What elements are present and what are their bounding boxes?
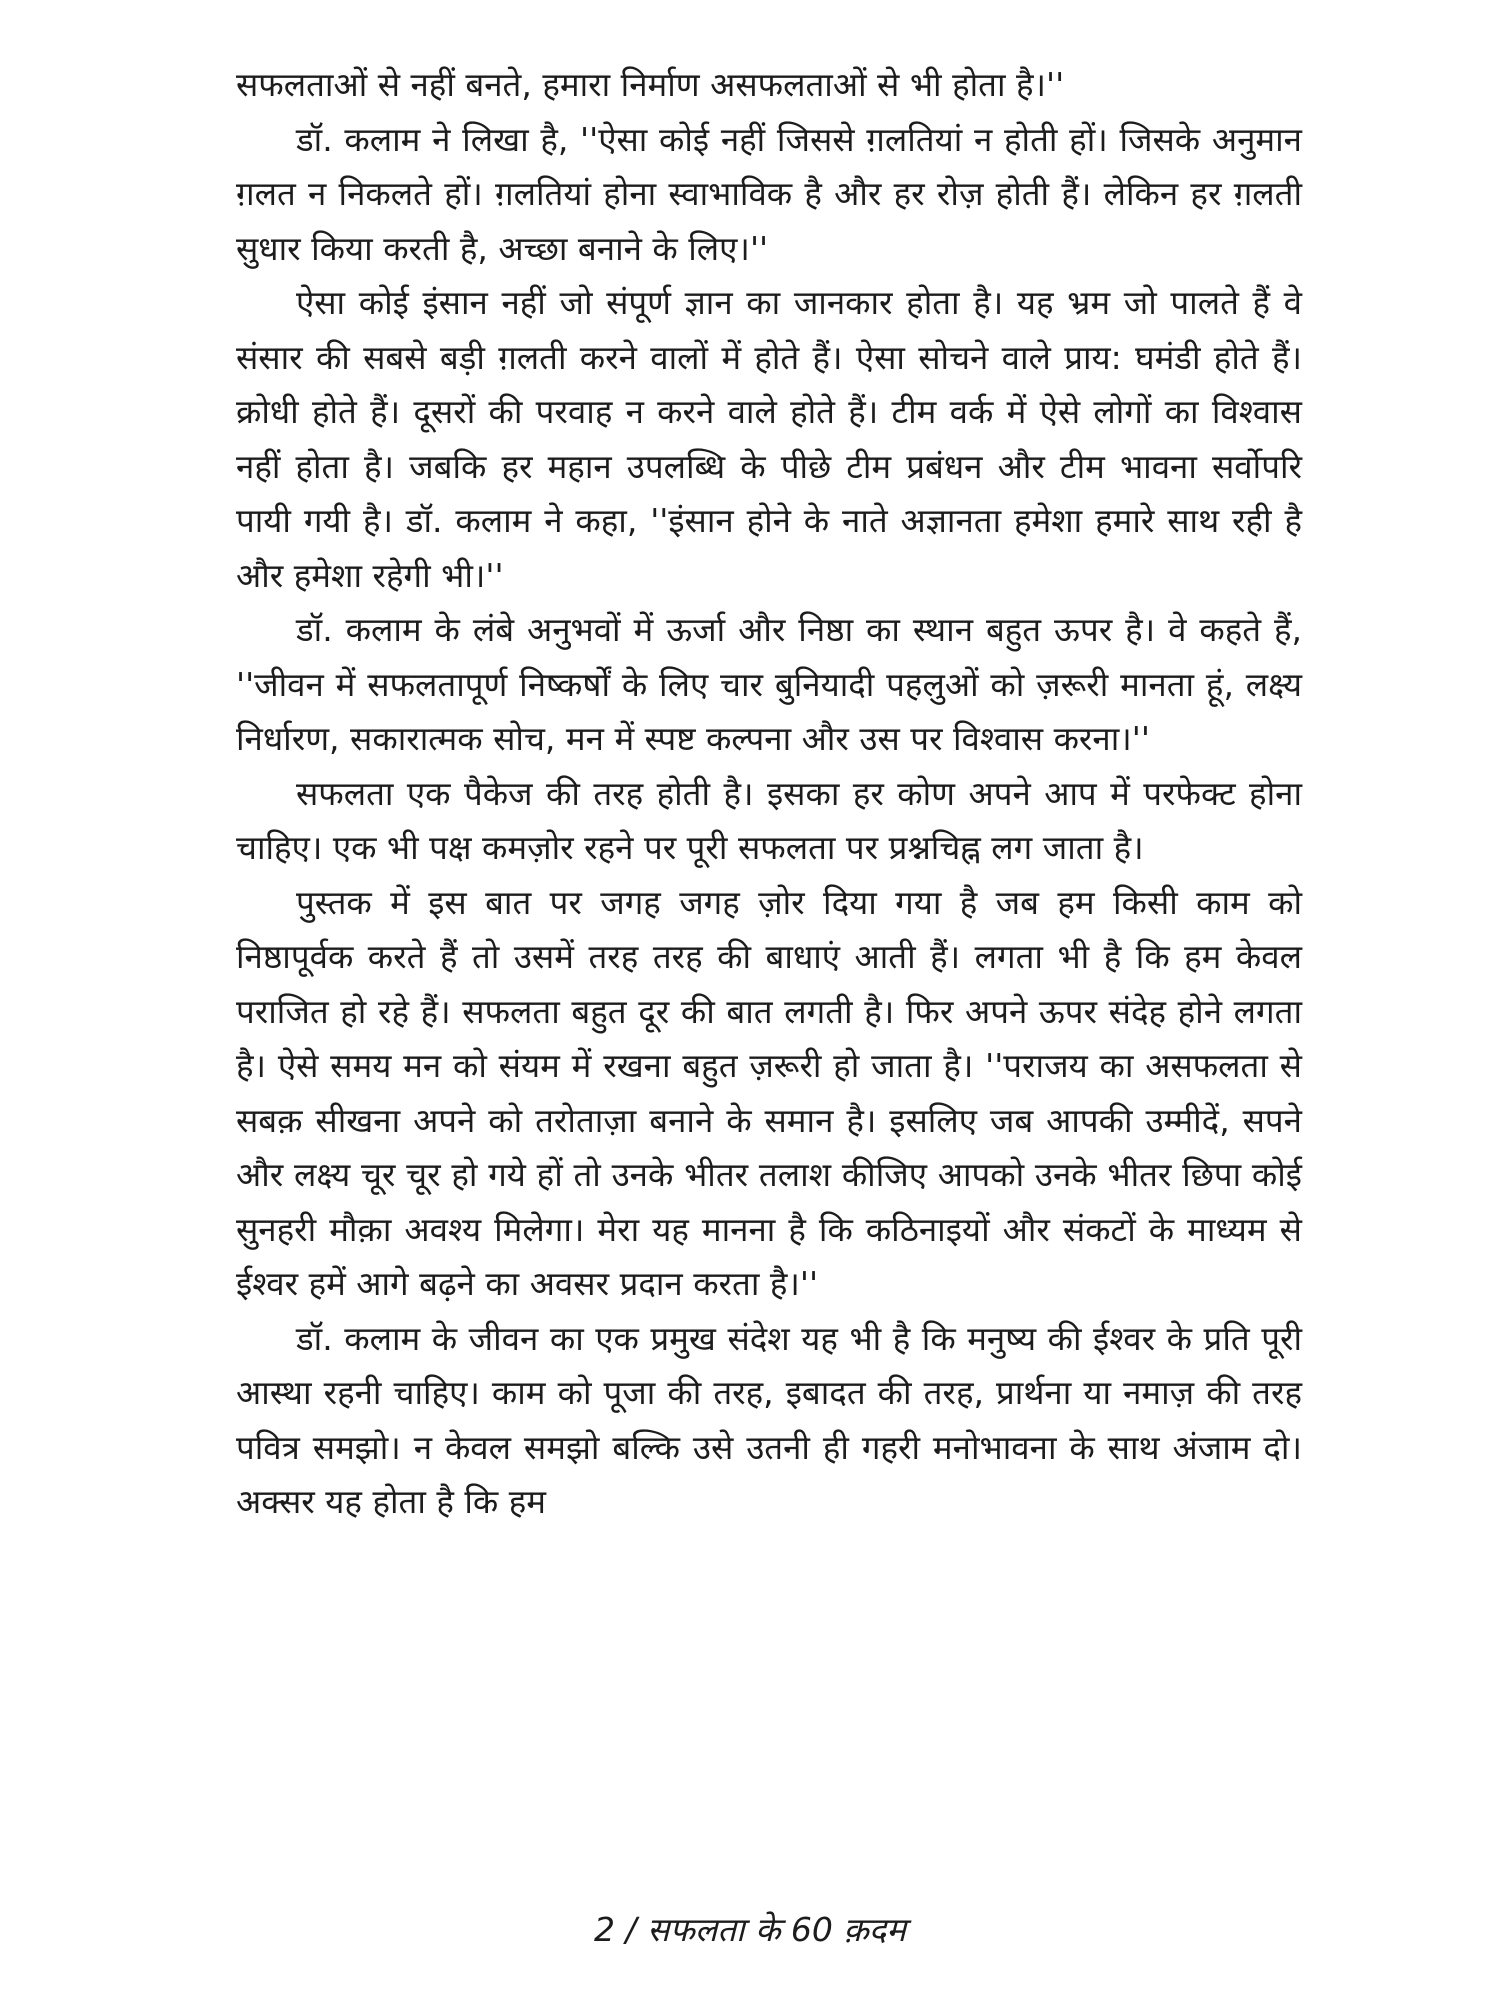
page-footer: 2 / सफलता के 60 क़दम [594, 1910, 906, 1949]
paragraph: ऐसा कोई इंसान नहीं जो संपूर्ण ज्ञान का जानकार होता है। यह भ्रम जो पालते हैं वे संसार की सबसे बड़ी ग़लती करने वालों में होते हैं। ऐसा सोचने वाले प्राय: घमंडी होते हैं। क्रोधी होते हैं। दूसरों की परवाह न करने वाले होते हैं। टीम वर्क में ऐसे लोगों का विश्वास नहीं होता है। जबकि हर महान उपलब्धि के पीछे टीम प्रबंधन और टीम भावना सर्वोपरि पायी गयी है। डॉ. कलाम ने कहा, ''इंसान होने के नाते अज्ञानता हमेशा हमारे साथ रही है और हमेशा रहेगी भी।'' [236, 283, 1302, 595]
paragraph: पुस्तक में इस बात पर जगह जगह ज़ोर दिया गया है जब हम किसी काम को निष्ठापूर्वक करते हैं तो उसमें तरह तरह की बाधाएं आती हैं। लगता भी है कि हम केवल पराजित हो रहे हैं। सफलता बहुत दूर की बात लगती है। फिर अपने ऊपर संदेह होने लगता है। ऐसे समय मन को संयम में रखना बहुत ज़रूरी हो जाता है। ''पराजय का असफलता से सबक़ सीखना अपने को तरोताज़ा बनाने के समान है। इसलिए जब आपकी उम्मीदें, सपने और लक्ष्य चूर चूर हो गये हों तो उनके भीतर तलाश कीजिए आपको उनके भीतर छिपा कोई सुनहरी मौक़ा अवश्य मिलेगा। मेरा यह मानना है कि कठिनाइयों और संकटों के माध्यम से ईश्वर हमें आगे बढ़ने का अवसर प्रदान करता है।'' [236, 882, 1302, 1303]
page-body [236, 58, 1302, 1530]
paragraph: डॉ. कलाम ने लिखा है, ''ऐसा कोई नहीं जिससे ग़लतियां न होती हों। जिसके अनुमान ग़लत न निकलते हों। ग़लतियां होना स्वाभाविक है और हर रोज़ होती हैं। लेकिन हर ग़लती सुधार किया करती है, अच्छा बनाने के लिए।'' [236, 119, 1302, 268]
paragraph: डॉ. कलाम के जीवन का एक प्रमुख संदेश यह भी है कि मनुष्य की ईश्वर के प्रति पूरी आस्था रहनी चाहिए। काम को पूजा की तरह, इबादत की तरह, प्रार्थना या नमाज़ की तरह पवित्र समझो। न केवल समझो बल्कि उसे उतनी ही गहरी मनोभावना के साथ अंजाम दो। अक्सर यह होता है कि हम [236, 1318, 1302, 1521]
paragraph: डॉ. कलाम के लंबे अनुभवों में ऊर्जा और निष्ठा का स्थान बहुत ऊपर है। वे कहते हैं, ''जीवन में सफलतापूर्ण निष्कर्षों के लिए चार बुनियादी पहलुओं को ज़रूरी मानता हूं, लक्ष्य निर्धारण, सकारात्मक सोच, मन में स्पष्ट कल्पना और उस पर विश्वास करना।'' [236, 610, 1302, 758]
paragraph: सफलता एक पैकेज की तरह होती है। इसका हर कोण अपने आप में परफेक्ट होना चाहिए। एक भी पक्ष कमज़ोर रहने पर पूरी सफलता पर प्रश्नचिह्न लग जाता है। [236, 773, 1302, 867]
paragraph-continuation: सफलताओं से नहीं बनते, हमारा निर्माण असफलताओं से भी होता है।'' [236, 65, 1065, 104]
